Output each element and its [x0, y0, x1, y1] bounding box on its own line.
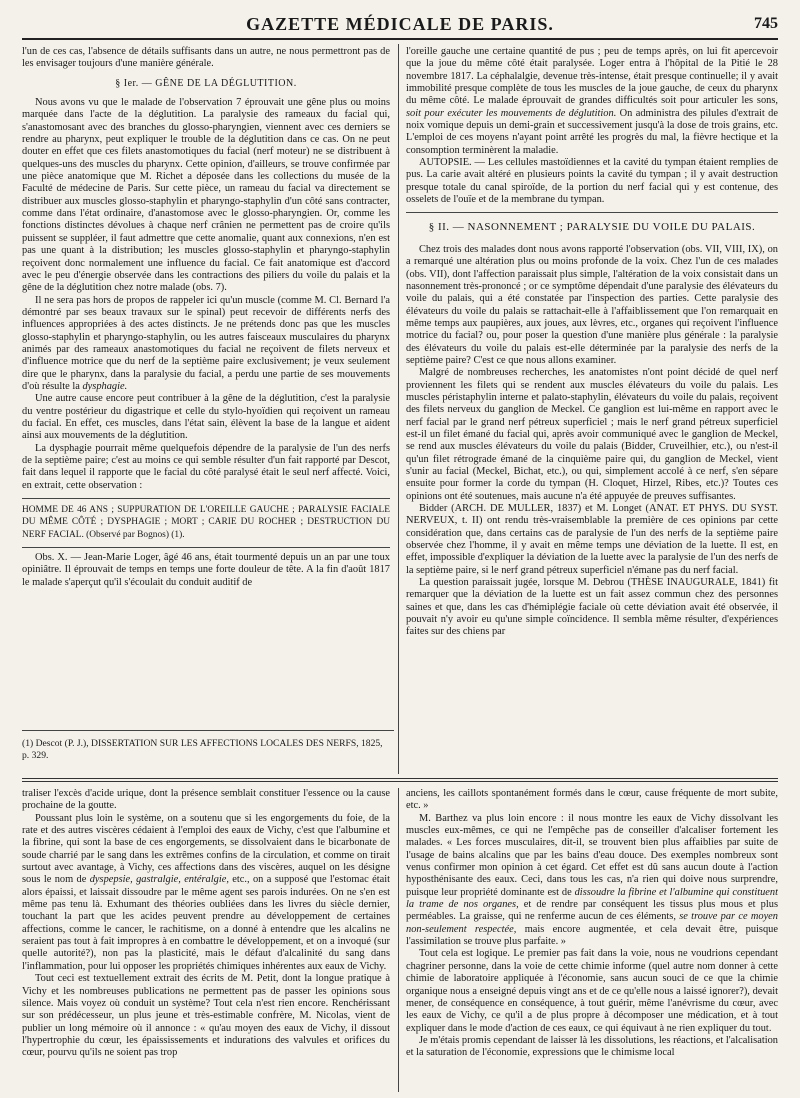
upper-right-column	[406, 46, 778, 774]
section-separator	[22, 778, 778, 779]
paragraph: l'un de ces cas, l'absence de détails suffisants dans un autre, ne nous permettront pas de les envisager toujours d'une manière générale.	[22, 46, 390, 70]
paragraph: Malgré de nombreuses recherches, les anatomistes n'ont point décidé de quel nerf proviennent les filets qui se rendent aux muscles élévateurs du voile du palais. Les muscles péristaphylin interne et palato-staphylin, élévateurs du voile du palais, reçoivent des filets nerveux du ganglion de Meckel. Ce ganglion est lui-même en rapport avec le nerf facial par le grand nerf pétreux superficiel ; mais le nerf grand pétreux superficiel est-il un filet émané du facial qui, après avoir communiqué avec le ganglion de Meckel, se rend aux muscles élévateurs du voile du palais (Bidder, Cruveilhier, etc.), ou n'est-il qu'un filet rétrograde émané de la cinquième paire qui, du ganglion de Meckel, vient s'unir au facial (Meckel, Bichat, etc.), ou qui, simplement accolé à ce nerf, s'en sépare ensuite pour former la corde du tympan (H. Cloquet, Hirzel, Ribes, etc.)? Toutes ces opinions ont été soutenues, mais aucune n'a été appuyée de preuves suffisantes.	[406, 367, 778, 502]
paragraph-text: M. Barthez va plus loin encore : il nous montre les eaux de Vichy dissolvant les muscles eux-mêmes, ce qui ne l'empêche pas de conseiller d'alcaliser fortement les malades. « Les forces musculaires, dit-il, se trouvent bien plus affaiblies par suite de l'usage de bains alcalins que par les bains d'eau douce. Des exemples nombreux sont venus confirmer mon opinion à cet égard. Cet effet est dû sans aucun doute à l'action hyposthénisante des eaux. Ceci, dans tous les cas, n'a rien qui doive nous surprendre, puisque leur propriété dominante est de	[406, 812, 778, 898]
paragraph: Je m'étais promis cependant de laisser là les dissolutions, les réactions, et l'alcalisation et la saturation de l'économie, expressions que le chimisme local	[406, 1034, 778, 1059]
paragraph-text: mais encore augmentée, et cela devait être, puisque l'assimilation se trouve plus parfaite. »	[406, 923, 778, 948]
paragraph-text: Il ne sera pas hors de propos de rappeler ici qu'un muscle (comme M. Cl. Bernard l'a démontré par ses beaux travaux sur le spinal) peut recevoir de différents nerfs des influences appropriées à des actes distincts. Je ne prétends donc pas que les muscles glosso-staphylin et pharyngo-staphylin, ou les autres faisceaux musculaires du pharynx animés par des rameaux anastomotiques du facial ne reçoivent de filets nerveux et d'influence motrice que du nerf de la septième paire exclusivement; je veux seulement dire que le pharynx, dans la paralysie du facial, a perdu une partie de ses mouvements d'où résulte la	[22, 294, 390, 392]
paragraph: Bidder (ARCH. DE MULLER, 1837) et M. Longet (ANAT. ET PHYS. DU SYST. NERVEUX, t. II) ont rendu très-vraisemblable la première de ces opinions par cette considération que, dans certains cas de paralysie de l'un des nerfs de la septième paire observée chez l'homme, il y avait en même temps une déviation de la luette. Il est, en effet, impossible d'expliquer la déviation de la luette avec la paralysie de l'un des nerfs de la septième paire, si le nerf grand pétreux superficiel n'émane pas du nerf facial.	[406, 503, 778, 576]
footnote-rule	[22, 730, 394, 731]
paragraph: Nous avons vu que le malade de l'observation 7 éprouvait une gêne plus ou moins marquée dans l'acte de la déglutition. La paralysie des rameaux du facial qui, s'anastomosant avec des branches du glosso-pharyngien, viennent avec ces derniers se rendre au pharynx, peut expliquer le trouble de la déglutition dans ce cas. On ne peut douter en effet que ces filets anastomotiques du facial (nerf moteur) ne se distribuent à quelques-uns des muscles du pharynx. Cette opinion, d'ailleurs, se trouve confirmée par une pièce anatomique que M. Richet a déposée dans les collections du musée de la Faculté de médecine de Paris. Sur cette pièce, un rameau du facial va directement se distribuer aux muscles glosso-staphylin et pharyngo-staphylin d'un côté sans contracter, comme dans l'état ordinaire, d'anastomose avec le glosso-pharyngien. Or, comme les fonctions distinctes dévolues à chaque nerf crânien ne permettent pas de croire qu'ils puissent se suppléer, il faut admettre que cette anomalie, quant aux connexions, n'en est pas une quant à la distribution; les muscles glosso-staphylin et pharyngo-staphylin reçoivent donc normalement une influence du facial. Ce fait anatomique est d'accord avec le peu d'énergie observée dans les contractions des piliers du voile du palais et la gêne de la déglutition chez notre malade (obs. 7).	[22, 97, 390, 294]
paragraph-text: et de rendre par conséquent les tissus plus mous et plus perméables. La graisse, qui ne renferme aucun de ces éléments,	[406, 899, 778, 923]
italic-terms: dyspepsie, gastralgie, entéralgie,	[89, 874, 229, 886]
paragraph: AUTOPSIE. — Les cellules mastoïdiennes et la cavité du tympan étaient remplies de pus. La carie avait altéré en plusieurs points la cavité du tympan ; il y avait destruction presque totale du canal spiroïde, de la portion du nerf facial qui y est contenue, des osselets de l'ouïe et de la membrane du tympan.	[406, 157, 778, 206]
observation-rule	[22, 498, 390, 499]
paragraph: traliser l'excès d'acide urique, dont la présence semblait constituer l'essence ou la cause prochaine de la goutte.	[22, 788, 390, 812]
paragraph	[406, 46, 778, 157]
lower-right-column	[406, 788, 778, 1092]
paragraph: La dysphagie pourrait même quelquefois dépendre de la paralysie de l'un des nerfs de la septième paire; c'est au moins ce qui semble résulter d'un fait rapporté par Descot, fait dans lequel il rapporte que le facial du côté paralysé était le seul nerf affecté. Voici, en extrait, cette observation :	[22, 442, 390, 491]
paragraph-text: l'oreille gauche une certaine quantité de pus ; peu de temps après, on lui fit apercevoir que la joue du même côté était paralysée. Loger entra à l'hôpital de la Pitié le 28 novembre 1817. La céphalalgie, devenue très-intense, était presque continuelle; il y avait immobilité presque complète de tous les muscles de la joue gauche, de ceux du pharynx du même côté. Le malade éprouvait de grandes difficultés soit pour articuler les sons,	[406, 46, 778, 107]
journal-title: GAZETTE MÉDICALE DE PARIS.	[246, 14, 554, 34]
paragraph: Une autre cause encore peut contribuer à la gêne de la déglutition, c'est la paralysie du ventre postérieur du digastrique et celle du stylo-hyoïdien qui reçoivent un rameau du facial. En effet, ces muscles, dans l'état sain, élèvent la base de la langue et aident ainsi aux mouvements de la déglutition.	[22, 393, 390, 442]
italic-phrase: se trouve par ce moyen non-seulement respectée,	[406, 911, 778, 935]
paragraph: La question paraissait jugée, lorsque M. Debrou (THÈSE INAUGURALE, 1841) fit remarquer que la déviation de la luette est un fait assez commun chez des personnes saines et que, dans les cas d'hémiplégie faciale où cette déviation avait été observée, il pouvait n'y avoir eu qu'une simple coïncidence. Il sembla même résulter, d'expériences faites sur des chiens par	[406, 577, 778, 638]
paragraph	[406, 813, 778, 949]
column-divider-lower	[398, 788, 399, 1092]
paragraph-text: On administra des pilules d'extrait de noix vomique depuis un demi-grain et successivement jusqu'à la dose de trois grains, etc. L'emploi de ces moyens n'ayant point arrêté les progrès du mal, la fièvre hectique et la consomption terminèrent la maladie.	[406, 107, 778, 156]
footnote: (1) Descot (P. J.), DISSERTATION SUR LES AFFECTIONS LOCALES DES NERFS, 1825, p. 329.	[22, 738, 383, 761]
page-header	[22, 12, 778, 40]
section-separator-double	[22, 781, 778, 782]
observation-rule	[22, 547, 390, 548]
paragraph: Tout ceci est textuellement extrait des écrits de M. Petit, dont la longue pratique à Vichy et les nombreuses publications ne permettent pas de passer les opinions sous silence. Mais voyez où conduit un système? Tout cela n'est rien encore. Renchérissant sur son prédécesseur, un plus jeune et très-estimable confrère, M. Nicolas, vient de publier un long mémoire où il annonce : « qu'au moyen des eaux de Vichy, il dissout l'hypertrophie du cœur, les épaississements et indurations des valvules et orifices du cœur, pourvu qu'ils ne soient pas trop	[22, 973, 390, 1059]
paragraph-text: etc., on a supposé que l'estomac était alors épaissi, et laissait dissoudre par le même agent ses parois indurées. On ne s'en est même pas tenu là. Exhumant des théories oubliées dans les livres du siècle dernier, touchant la part que les acides peuvent prendre au développement de certaines affections, comme le cancer, le rachitisme, on a donné à entendre que les alcalins ne seraient pas tout à fait impropres à en combattre le développement, et on a invoqué (sur quelle autorité?), non pas la plasticité, mais le défaut d'alcalinité du sang dans l'inflammation, pour lui opposer les propriétés chimiques inhérentes aux eaux de Vichy.	[22, 874, 390, 972]
paragraph: Tout cela est logique. Le premier pas fait dans la voie, nous ne voudrions cependant chagriner personne, dans la voie de cette chimie informe (quel autre nom donner à cette chimie de laboratoire appliquée à l'économie, sans aucun souci de ce que la chimie organique nous a enseigné depuis vingt ans et de ce qu'elle nous a laissé ignorer?), devait mener, de conséquence en conséquence, à tout guérir, même l'anévrisme du cœur, avec les eaux de Vichy, ce qu'il a de plus propre à décomposer une médication, et à tout expliquer dans le mode d'action de ces eaux, ce qui équivaut à ne rien expliquer du tout.	[406, 948, 778, 1034]
paragraph	[22, 295, 390, 394]
lower-left-column	[22, 788, 390, 1092]
paragraph-text: Poussant plus loin le système, on a soutenu que si les engorgements du foie, de la rate et des autres viscères cédaient à l'emploi des eaux de Vichy, c'est que l'albumine et la fibrine, qui sont la base de ces engorgements, se dissolvaient dans le bicarbonate de soude charrié par le sang dans les extrêmes confins de la circulation, et comme on tirait surtout avec avantage, à Vichy, ces affections dans des viscères, auquel on les désigne sous le nom de	[22, 812, 390, 886]
section-heading: § II. — NASONNEMENT ; PARALYSIE DU VOILE DU PALAIS.	[428, 221, 756, 234]
paragraph: anciens, les caillots spontanément formés dans le cœur, cause fréquente de mort subite, etc. »	[406, 788, 778, 812]
italic-term: dysphagie.	[82, 380, 128, 392]
observation-heading: HOMME DE 46 ANS ; SUPPURATION DE L'OREILLE GAUCHE ; PARALYSIE FACIALE DU MÊME CÔTÉ ; DYSPHAGIE ; MORT ; CARIE DU ROCHER ; DESTRUCTION DU NERF FACIAL. (Observé par Bognos) (1).	[22, 505, 390, 540]
paragraph: Obs. X. — Jean-Marie Loger, âgé 46 ans, était tourmenté depuis un an par une toux opiniâtre. Il éprouvait de temps en temps une forte douleur de tête. A la fin d'août 1817 le malade s'aperçut qu'il s'écoulait du conduit auditif de	[22, 552, 390, 588]
section-heading: § Ier. — GÊNE DE LA DÉGLUTITION.	[115, 77, 297, 89]
italic-phrase: soit pour exécuter les mouvements de déglutition.	[406, 107, 617, 119]
section-rule	[406, 212, 778, 213]
upper-left-column	[22, 46, 390, 726]
italic-phrase: dissoudre la fibrine et l'albumine qui constituent la trame de nos organes,	[406, 886, 778, 911]
paragraph	[22, 813, 390, 973]
column-divider	[398, 44, 399, 774]
paragraph: Chez trois des malades dont nous avons rapporté l'observation (obs. VII, VIII, IX), on a remarqué une altération plus ou moins profonde de la voix. Chez l'un de ces malades (obs. VII), dont l'affection paraissait plus simple, l'altération de la voix consistait dans un nasonnement très-prononcé ; or ce symptôme dépendait d'une paralysie des élévateurs du voile du palais, qui a été constatée par l'inspection des parties. Cette paralysie des élévateurs du voile du palais se rattachait-elle à l'affaiblissement que l'on remarquait en même temps aux paupières, aux joues, aux lèvres, etc., organes qui reçoivent l'influence motrice du facial? ou, pour poser la question d'une manière plus générale : la paralysie des élévateurs du voile du palais est-elle déterminée par la paralysie des nerfs de la septième paire? C'est ce que nous allons examiner.	[406, 243, 778, 366]
page-number: 745	[754, 15, 778, 32]
